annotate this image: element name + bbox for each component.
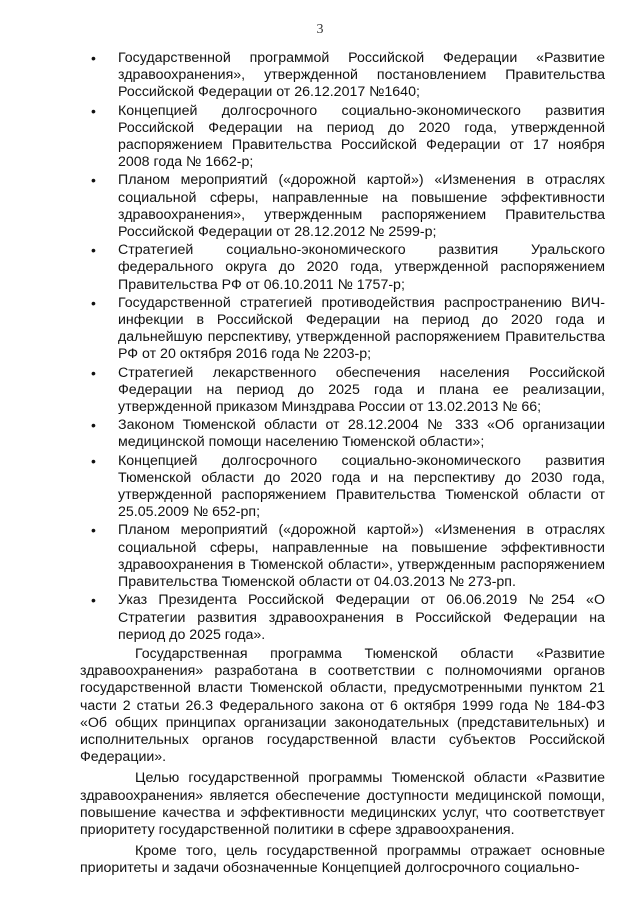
list-item-text: Законом Тюменской области от 28.12.2004 № 333 «Об организации медицинской помощи населению Тюменской области»; [118, 417, 605, 451]
bullet-icon: • [91, 452, 96, 469]
list-item [80, 242, 605, 294]
list-item [80, 103, 605, 172]
bullet-icon: • [91, 102, 96, 119]
list-item-text: Концепцией долгосрочного социально-экономического развития Тюменской области до 2020 года и на перспективу до 2030 года, утвержденной распоряжением Правительства Тюменской области от 25.05.2009 № 652-рп; [118, 452, 605, 521]
list-item-text: Концепцией долгосрочного социально-экономического развития Российской Федерации на период до 2020 года, утвержденной распоряжением Правительства Российской Федерации от 17 ноября 2008 года № 1662-р; [118, 102, 605, 171]
bullet-icon: • [91, 592, 96, 609]
bullet-icon: • [91, 50, 96, 66]
bullet-icon: • [91, 172, 96, 189]
list-item [80, 295, 605, 364]
list-item [80, 522, 605, 591]
bullet-icon: • [91, 294, 96, 311]
list-item-text: Планом мероприятий («дорожной картой») «Изменения в отраслях социальной сферы, направленные на повышение эффективности здравоохранения», утвержденным распоряжением Правительства Российской Федерации от 28.12.2012 № 2599-р; [118, 172, 605, 241]
list-item-text: Стратегией лекарственного обеспечения населения Российской Федерации на период до 2025 года и плана ее реализации, утвержденной приказом Минздрава России от 13.02.2013 № 66; [118, 364, 605, 416]
page-number: 3 [316, 22, 324, 37]
list-item [80, 50, 605, 102]
list-item-text: Государственной программой Российской Федерации «Развитие здравоохранения», утвержденной постановлением Правительства Российской Федерации от 26.12.2017 №1640; [118, 50, 605, 101]
bullet-icon: • [91, 242, 96, 259]
bullet-icon: • [91, 417, 96, 434]
list-item-text: Указ Президента Российской Федерации от 06.06.2019 №254 «О Стратегии развития здравоохранения в Российской Федерации на период до 2025 года». [118, 592, 605, 643]
body-paragraph: Кроме того, цель государственной программы отражает основные приоритеты и задачи обозначенные Концепцией долгосрочного социально- [80, 843, 605, 877]
legal-basis-list [80, 50, 605, 644]
list-item [80, 417, 605, 451]
document-body [80, 50, 605, 882]
body-paragraph: Государственная программа Тюменской области «Развитие здравоохранения» разработана в соответствии с полномочиями органов государственной власти Тюменской области, предусмотренными пунктом 21 части 2 статьи 26.3 Федерального закона от 6 октября 1999 года № 184-ФЗ «Об общих принципах организации законодательных (представительных) и исполнительных органов государственной власти субъектов Российской Федерации». [80, 645, 605, 766]
bullet-icon: • [91, 522, 96, 539]
list-item [80, 592, 605, 644]
list-item [80, 365, 605, 417]
bullet-icon: • [91, 364, 96, 381]
body-paragraph: Целью государственной программы Тюменской области «Развитие здравоохранения» является обеспечение доступности медицинской помощи, повышение качества и эффективности медицинских услуг, что соответствует приоритету государственной политики в сфере здравоохранения. [80, 770, 605, 838]
list-item [80, 172, 605, 241]
list-item-text: Государственной стратегией противодействия распространению ВИЧ-инфекции в Российской Федерации на период до 2020 года и дальнейшую перспективу, утвержденной распоряжением Правительства РФ от 20 октября 2016 года № 2203-р; [118, 294, 605, 363]
list-item [80, 453, 605, 522]
list-item-text: Планом мероприятий («дорожной картой») «Изменения в отраслях социальной сферы, направленные на повышение эффективности здравоохранения в Тюменской области», утвержденным распоряжением Правительства Тюменской области от 04.03.2013 № 273-рп. [118, 522, 605, 591]
list-item-text: Стратегией социально-экономического развития Уральского федерального округа до 2020 года, утвержденной распоряжением Правительства РФ от 06.10.2011 № 1757-р; [118, 242, 605, 293]
